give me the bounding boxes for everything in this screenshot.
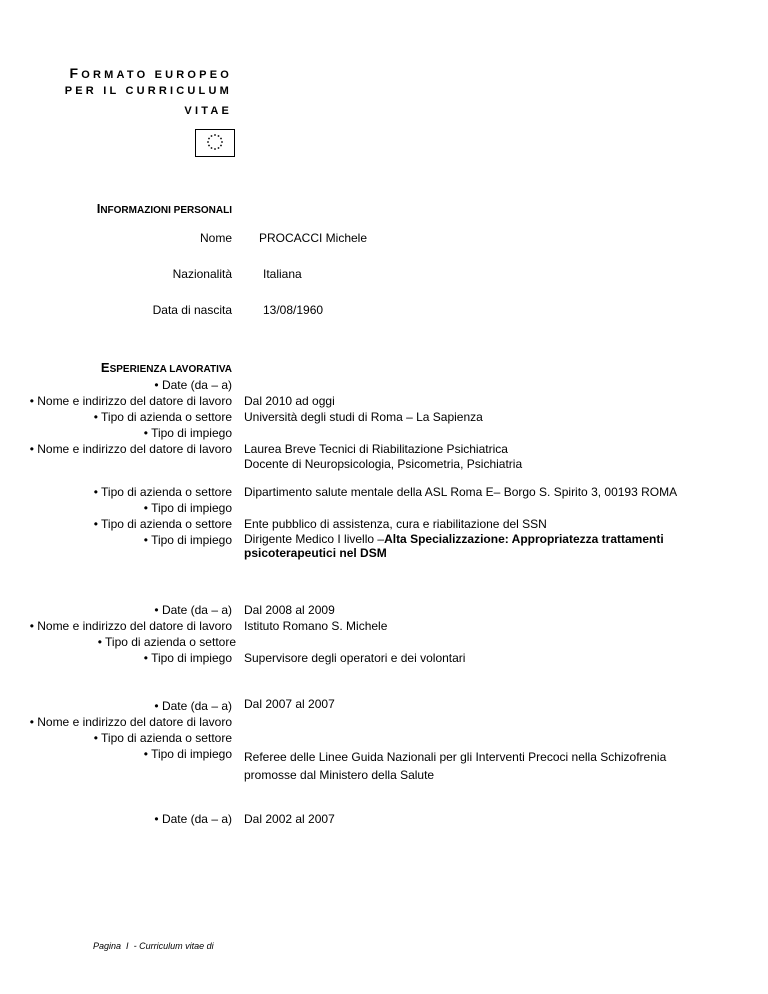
label-date: • Date (da – a) bbox=[154, 699, 232, 713]
label-date: • Date (da – a) bbox=[154, 603, 232, 617]
label-employer: • Nome e indirizzo del datore di lavoro bbox=[29, 394, 232, 408]
page-footer: Pagina I - Curriculum vitae di bbox=[93, 941, 214, 951]
value-department: Dipartimento salute mentale della ASL Roma E– Borgo S. Spirito 3, 00193 ROMA bbox=[244, 485, 678, 499]
value-date: Dal 2010 ad oggi bbox=[244, 394, 335, 408]
label-sector: • Tipo di azienda o settore bbox=[97, 635, 236, 649]
value-date: Dal 2008 al 2009 bbox=[244, 603, 335, 617]
label-job: • Tipo di impiego bbox=[143, 651, 232, 665]
value-role: Laurea Breve Tecnici di Riabilitazione Psichiatrica bbox=[244, 442, 508, 456]
value-role: Docente di Neuropsicologia, Psicometria, Psichiatria bbox=[244, 457, 523, 471]
section-personal-info: INFORMAZIONI PERSONALI bbox=[96, 201, 232, 216]
label-job: • Tipo di impiego bbox=[143, 426, 232, 440]
value-date: Dal 2007 al 2007 bbox=[244, 697, 335, 711]
value-sector: Ente pubblico di assistenza, cura e riabilitazione del SSN bbox=[244, 517, 547, 531]
label-sector: • Tipo di azienda o settore bbox=[93, 731, 232, 745]
label-nome: Nome bbox=[199, 231, 232, 245]
label-job: • Tipo di impiego bbox=[143, 501, 232, 515]
title-line-1: FORMATO EUROPEO bbox=[69, 65, 232, 81]
label-employer: • Nome e indirizzo del datore di lavoro bbox=[29, 619, 232, 633]
value-employer: Università degli studi di Roma – La Sapienza bbox=[244, 410, 483, 424]
label-sector: • Tipo di azienda o settore bbox=[93, 485, 232, 499]
label-sector: • Tipo di azienda o settore bbox=[93, 517, 232, 531]
label-data-nascita: Data di nascita bbox=[152, 303, 232, 317]
label-employer: • Nome e indirizzo del datore di lavoro bbox=[29, 715, 232, 729]
label-sector: • Tipo di azienda o settore bbox=[93, 410, 232, 424]
value-data-nascita: 13/08/1960 bbox=[263, 303, 324, 317]
value-employer: Istituto Romano S. Michele bbox=[244, 619, 388, 633]
label-date: • Date (da – a) bbox=[154, 812, 232, 826]
label-nazionalita: Nazionalità bbox=[172, 267, 232, 281]
label-employer: • Nome e indirizzo del datore di lavoro bbox=[29, 442, 232, 456]
value-job: Supervisore degli operatori e dei volontari bbox=[244, 651, 466, 665]
label-job: • Tipo di impiego bbox=[143, 533, 232, 547]
label-job: • Tipo di impiego bbox=[143, 747, 232, 761]
value-date: Dal 2002 al 2007 bbox=[244, 812, 335, 826]
value-job: Referee delle Linee Guida Nazionali per gli Interventi Precoci nella Schizofrenia promosse dal Ministero della Salute bbox=[244, 750, 667, 782]
label-date: • Date (da – a) bbox=[154, 378, 232, 392]
value-nazionalita: Italiana bbox=[263, 267, 302, 281]
title-line-2: PER IL CURRICULUM bbox=[64, 85, 232, 97]
title-line-3: VITAE bbox=[184, 105, 232, 117]
eu-flag-icon bbox=[195, 129, 235, 157]
value-job: Dirigente Medico I livello –Alta Specializzazione: Appropriatezza trattamenti psicoterapeutici nel DSM bbox=[244, 532, 664, 560]
value-nome: PROCACCI Michele bbox=[259, 231, 368, 245]
section-work-experience: ESPERIENZA LAVORATIVA bbox=[100, 360, 232, 375]
